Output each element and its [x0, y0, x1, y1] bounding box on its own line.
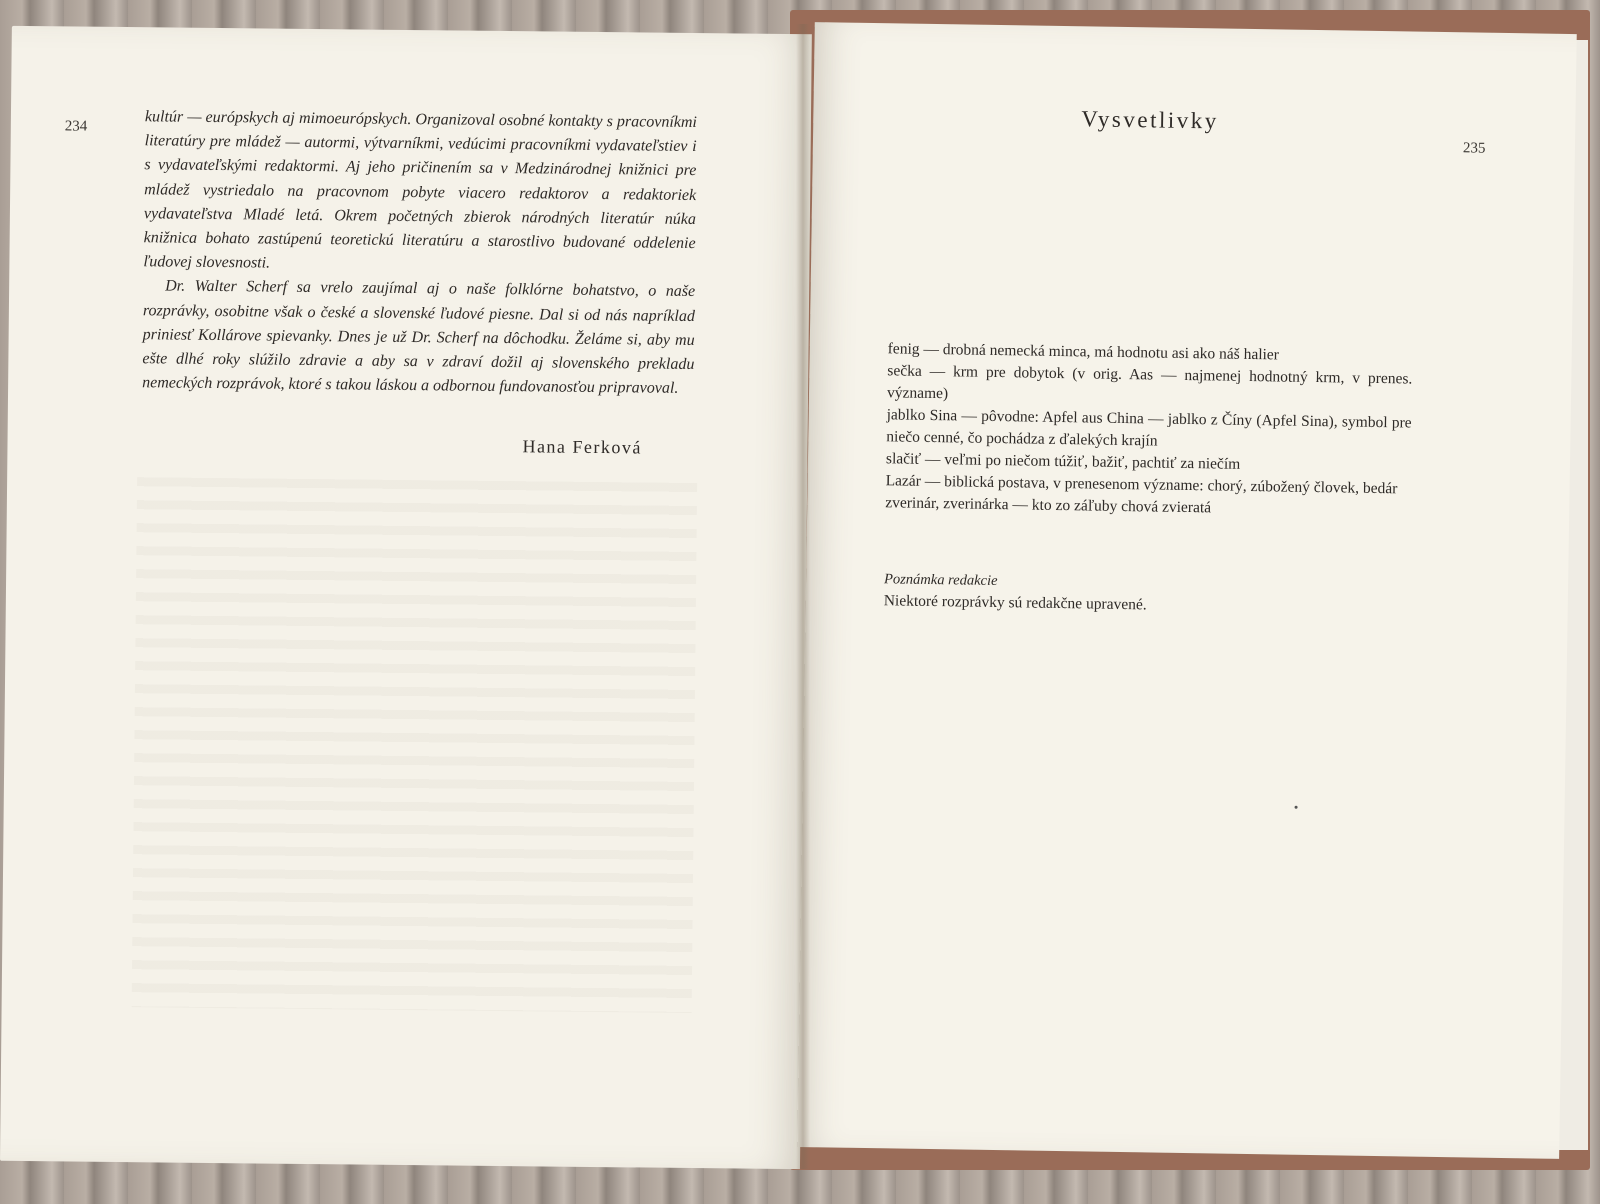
glossary-entry: zverinár, zverinárka — kto zo záľuby chová zvieratá [885, 494, 1212, 517]
note-title: Poznámka redakcie [883, 571, 998, 590]
note-text: Niektoré rozprávky sú redakčne upravené. [883, 592, 1147, 614]
glossary-entry: sečka — krm pre dobytok (v orig. Aas — najmenej hodnotný krm, v prenes. význame) [886, 362, 1413, 403]
glossary-entry: jablko Sina — pôvodne: Apfel aus China — jablko z Číny (Apfel Sina), symbol pre niečo cenné, čo pochádza z ďalekých krajín [886, 406, 1412, 450]
page-number-right: 235 [1462, 140, 1486, 157]
book-gutter [796, 24, 810, 1169]
afterword-paragraph: kultúr — európskych aj mimoeurópskych. Organizoval osobné kontakty s pracovníkmi literatúry pre mládež — autormi, výtvarníkmi, vedúcimi pracovníkmi vydavateľstiev i s vydavateľskými redaktormi. Aj jeho pričinením sa v Medzinárodnej knižnici pre mládež vystriedalo na pracovnom pobyte viacero redaktorov a redaktoriek vydavateľstva Mladé letá. Okrem početných zbierok národných literatúr núka knižnica bohato zastúpenú teoretickú literatúru a starostlivo budované oddelenie ľudovej slovesnosti. [143, 108, 698, 272]
afterword-text [142, 105, 697, 401]
left-page [0, 26, 812, 1169]
glossary-entry: fenig — drobná nemecká minca, má hodnotu asi ako náš halier [887, 340, 1280, 364]
glossary-entry: slačiť — veľmi po niečom túžiť, bažiť, pachtiť za niečím [885, 450, 1241, 473]
glossary-list [885, 338, 1413, 522]
show-through-text [132, 477, 698, 1013]
author-signature: Hana Ferková [522, 436, 643, 458]
editorial-note [884, 568, 1410, 620]
glossary-entry: Lazár — biblická postava, v prenesenom význame: chorý, zúbožený človek, bedár [885, 472, 1398, 498]
afterword-paragraph: Dr. Walter Scherf sa vrelo zaujímal aj o naše folklórne bohatstvo, o naše rozprávky, osobitne však o české a slovenské ľudové piesne. Dal si od nás napríklad priniesť Kollárove spievanky. Dnes je už Dr. Scherf na dôchodku. Želáme si, aby mu ešte dlhé roky slúžilo zdravie a aby sa v zdraví dožil aj slovenského prekladu nemeckých rozprávok, ktoré s takou láskou a odbornou fundovanosťou pripravoval. [142, 277, 696, 398]
right-page [797, 22, 1577, 1159]
paper-speck [1295, 806, 1298, 809]
page-number-left: 234 [64, 118, 88, 135]
page-title: Vysvetlivky [1081, 106, 1219, 134]
